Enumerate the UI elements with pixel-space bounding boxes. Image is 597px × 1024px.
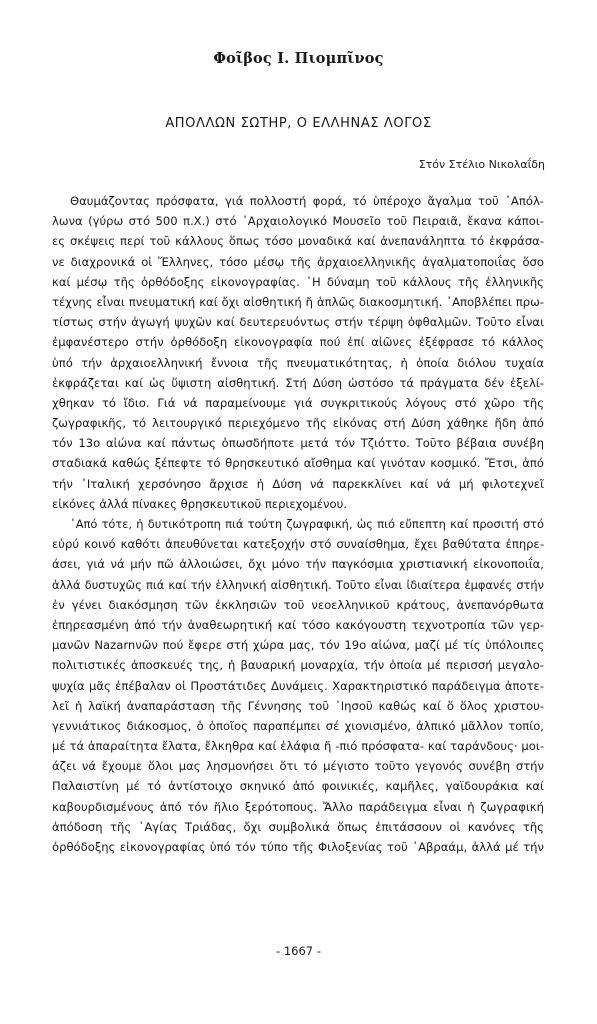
text-line: καβουρδισμένους ἀπό τόν ἥλιο ξερότοπους. Ἄλλο παράδειγμα εἶναι ἡ ζωγραφική [52,799,544,814]
text-line: ἐμφανέστερο στήν ὀρθόδοξη εἰκονογραφία πού ἐπί αἰῶνες ἐξέφρασε τό κάλλος [52,335,544,350]
text-line: λωνα (γύρω στό 500 π.Χ.) στό ᾿Αρχαιολογικό Μουσεῖο τοῦ Πειραιᾶ, ἔκανα κάποι- [52,214,544,229]
text-line: τέχνης εἶναι πνευματική καί ὄχι αἰσθητική ἤ ἁπλῶς διακοσμητική. ᾿Αποβλέπει πρω- [52,294,544,309]
text-line: Θαυμάζοντας πρόσφατα, γιά πολλοστή φορά, τό ὑπέροχο ἄγαλμα τοῦ ᾿Απόλ- [70,194,544,208]
text-line: καί μέσῳ τῆς ὀρθόδοξης εἰκονογραφίας. ῾Η δύναμη τοῦ κάλλους τῆς ἑλληνικῆς [52,274,544,289]
text-line: λεῖ ἡ λαϊκή ἀναπαράσταση τῆς Γέννησης τοῦ ᾿Ιησοῦ καθώς καί ὅ ὅλος χριστου- [52,698,544,713]
text-line: εὐρύ κοινό καθότι ἀπευθύνεται κατεξοχήν στό συναίσθημα, ἔχει βαθύτατα ἐπηρε- [52,537,544,552]
text-line: άσει, γιά νά μήν πῶ ἀλλοιώσει, ὄχι μόνο τήν παγκόσμια χριστιανική εἰκονοποιΐα, [52,557,544,572]
text-line: πολιτιστικές ἀποσκευές της, ἡ βαυαρική μοναρχία, τήν ὁποία μέ περισσή μεγαλο- [52,658,544,673]
text-line: ὑπό τήν ἀρχαιοελληνική ἔννοια τῆς πνευματικότητας, ἡ ὁποία διόλου τυχαία [52,355,544,370]
text-line: μέ τά ἀπαραίτητα ἔλατα, ἔλκηθρα καί ἐλάφια ἤ -πιό πρόσφατα- καί ταράνδους· μοι- [52,739,544,754]
text-line: ες σκέψεις περί τοῦ κάλλους ὅπως τόσο μοναδικά καί ἀνεπανάληπτα τό ἐκφράσα- [52,234,544,249]
text-line: τήν ᾿Ιταλική χερσόνησο ἄρχισε ἡ Δύση νά παρεκκλίνει καί νά μή φιλοτεχνεῖ [52,476,544,491]
text-line: ἐκφράζεται καί ὡς ὕψιστη αἰσθητική. Στή Δύση ὡστόσο τά πράγματα δέν ἐξελί- [52,375,544,390]
article-body [52,191,544,857]
text-line: μανῶν Nazarnνῶν πού ἔφερε στή χώρα μας, τόν 19ο αἰώνα, μαζί μέ τίς ὑπόλοιπες [52,638,544,653]
paragraph [52,514,544,857]
text-line: σταδιακά καθώς ξέπεφτε τό θρησκευτικό αἴσθημα καί γινόταν κοσμικό. Ἔτσι, ἀπό [52,456,544,471]
text-line: νε διαχρονικά οἱ Ἕλληνες, τόσο μέσῳ τῆς ἀρχαιοελληνικῆς ἀγαλματοποιΐας ὅσο [52,254,544,269]
dedication: Στόν Στέλιο Νικολαΐδη [418,158,545,171]
text-line: γεννιάτικος διάκοσμος, ὁ ὁποῖος παραπέμπει σέ χιονισμένο, ἀλπικό μᾶλλον τοπίο, [52,718,544,733]
text-line: άζει νά ἔχουμε ὅλοι μας λησμονήσει ὅτι τό μέγιστο τοῦτο γεγονός συνέβη στήν [52,759,544,774]
text-line: χθηκαν τό ἴδιο. Γιά νά παραμείνουμε γιά συγκριτικούς λόγους στό χῶρο τῆς [52,395,544,410]
text-line: εἰκόνες ἀλλά πίνακες θρησκευτικοῦ περιεχομένου. [52,496,348,511]
text-line: τίστως στήν ἀγωγή ψυχῶν καί δευτερευόντως στήν τέρψη ὀφθαλμῶν. Τοῦτο εἶναι [52,315,544,330]
text-line: ψυχία μᾶς ἐπέβαλαν οἱ Προστάτιδες Δυνάμεις. Χαρακτηριστικό παράδειγμα ἀποτε- [52,678,544,693]
text-line: ἀλλά δυστυχῶς πιά καί τήν ἑλληνική αἰσθητική. Τοῦτο εἶναι ἰδιαίτερα ἐμφανές στήν [52,577,544,592]
text-line: ἀπόδοση τῆς ῾Αγίας Τριάδας, ὄχι συμβολικά ὅπως ἐπιτάσσουν οἱ κανόνες τῆς [52,819,544,834]
text-line: ᾿Από τότε, ἡ δυτικότροπη πιά τούτη ζωγραφική, ὡς πιό εὔπεπτη καί προσιτή στό [70,517,544,531]
text-line: ἐν γένει διακόσμηση τῶν ἐκκλησιῶν τοῦ νεοελληνικοῦ κράτους, ἀνεπανόρθωτα [52,597,544,612]
text-line: ὀρθόδοξης εἰκονογραφίας ὑπό τόν τύπο τῆς Φιλοξενίας τοῦ ᾿Αβραάμ, ἀλλά μέ τήν [52,840,544,854]
page-number: - 1667 - [276,944,321,958]
paragraph [52,191,544,514]
text-line: ζωγραφικῆς, τό λειτουργικό περιεχόμενο τῆς εἰκόνας στή Δύση χάθηκε ἤδη ἀπό [52,416,544,431]
text-line: Παλαιστίνη μέ τό ἀντίστοιχο σκηνικό ἀπό φοινικιές, καμῆλες, γαϊδουράκια καί [52,779,544,794]
text-line: ἐπηρεασμένη ἀπό τήν ἀναθεωρητική καί τόσο κακόγουστη τεχνοτροπία τῶν γερ- [52,617,544,632]
text-line: τόν 13ο αἰώνα καί πάντως ὁπωσδήποτε μετά τόν Τζιόττο. Τοῦτο βέβαια συνέβη [52,436,544,451]
author-name: Φοῖβος Ι. Πιομπῖνος [213,50,384,67]
article-title: ΑΠΟΛΛΩΝ ΣΩΤΗΡ, Ο ΕΛΛΗΝΑΣ ΛΟΓΟΣ [165,116,432,131]
